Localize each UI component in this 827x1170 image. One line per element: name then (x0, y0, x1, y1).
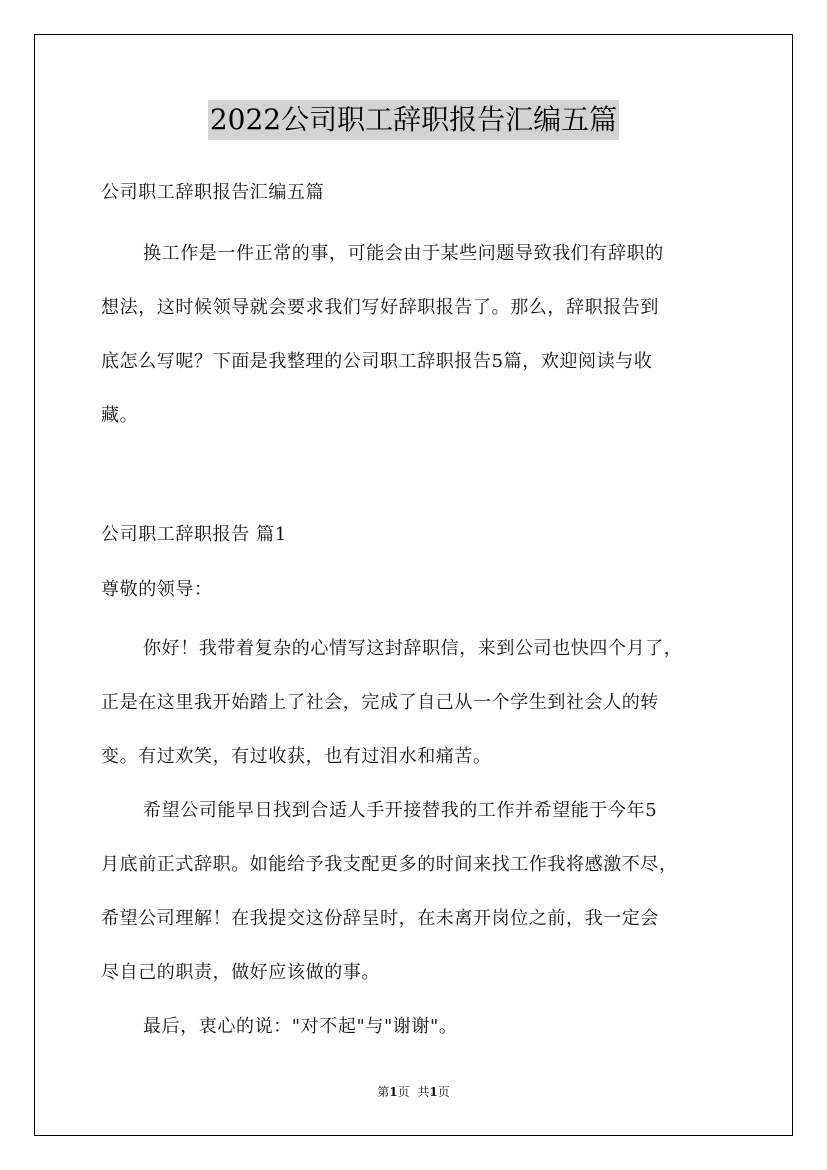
document-title (0, 100, 827, 140)
paragraph-line: 变。有过欢笑，有过收获，也有过泪水和痛苦。 (101, 746, 492, 767)
section-heading: 公司职工辞职报告 篇1 (101, 524, 287, 545)
intro-line: 底怎么写呢？下面是我整理的公司职工辞职报告5篇，欢迎阅读与收 (101, 351, 653, 372)
document-body (101, 173, 729, 1054)
intro-line: 藏。 (101, 405, 139, 426)
footer-total-number: 1 (429, 1085, 438, 1099)
footer-total-suffix: 页 (437, 1085, 450, 1099)
footer-total-prefix: 共 (417, 1085, 430, 1099)
letter-paragraph-1 (101, 622, 729, 784)
letter-paragraph-3 (101, 1000, 729, 1054)
paragraph-line: 希望公司理解！在我提交这份辞呈时，在未离开岗位之前，我一定会 (101, 908, 659, 929)
paragraph-line: 月底前正式辞职。如能给予我支配更多的时间来找工作我将感激不尽， (101, 854, 678, 875)
page-footer (0, 1083, 827, 1100)
footer-page-number: 1 (389, 1085, 398, 1099)
footer-page-prefix: 第 (377, 1085, 390, 1099)
paragraph-line: 尽自己的职责，做好应该做的事。 (101, 962, 380, 983)
footer-page-suffix: 页 (397, 1085, 410, 1099)
intro-line: 换工作是一件正常的事，可能会由于某些问题导致我们有辞职的 (143, 243, 664, 264)
document-subtitle: 公司职工辞职报告汇编五篇 (101, 182, 325, 203)
letter-paragraph-2 (101, 784, 729, 1000)
paragraph-line: 你好！我带着复杂的心情写这封辞职信，来到公司也快四个月了， (143, 638, 683, 659)
paragraph-line: 最后，衷心的说："对不起"与"谢谢"。 (143, 1016, 458, 1037)
document-title-text: 2022公司职工辞职报告汇编五篇 (208, 100, 619, 140)
intro-line: 想法，这时候领导就会要求我们写好辞职报告了。那么，辞职报告到 (101, 297, 659, 318)
salutation: 尊敬的领导： (101, 579, 213, 600)
paragraph-line: 正是在这里我开始踏上了社会，完成了自己从一个学生到社会人的转 (101, 692, 659, 713)
intro-paragraph (101, 227, 729, 443)
paragraph-line: 希望公司能早日找到合适人手开接替我的工作并希望能于今年5 (143, 800, 658, 821)
